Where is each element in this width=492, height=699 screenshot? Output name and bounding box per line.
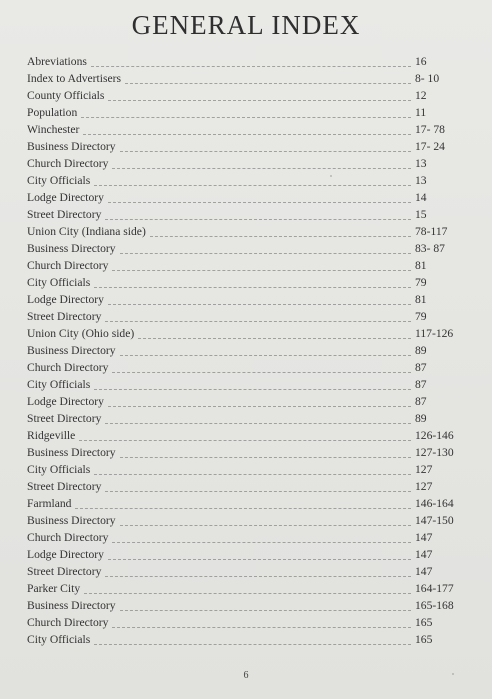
entry-pages: 87 xyxy=(415,361,427,374)
entry-pages: 8- 10 xyxy=(415,72,440,85)
entry-pages: 15 xyxy=(415,208,427,221)
index-entry xyxy=(27,121,467,138)
dot-leader xyxy=(108,304,411,305)
entry-pages: 17- 78 xyxy=(415,123,445,136)
entry-label: City Officials xyxy=(27,174,91,187)
index-entry xyxy=(27,206,467,223)
entry-pages: 78-117 xyxy=(415,225,448,238)
index-entry xyxy=(27,70,467,87)
page-number: 6 xyxy=(243,670,249,681)
index-entry xyxy=(27,393,467,410)
index-entry xyxy=(27,427,467,444)
entry-pages: 147 xyxy=(415,531,433,544)
dot-leader xyxy=(94,389,411,390)
entry-pages: 127 xyxy=(415,480,433,493)
index-entry xyxy=(27,461,467,478)
dot-leader xyxy=(105,423,411,424)
entry-label: Union City (Indiana side) xyxy=(27,225,146,238)
dot-leader xyxy=(120,355,411,356)
index-entry xyxy=(27,189,467,206)
index-entry xyxy=(27,444,467,461)
dot-leader xyxy=(105,321,411,322)
index-entry xyxy=(27,614,467,631)
entry-label: Business Directory xyxy=(27,514,116,527)
index-entry xyxy=(27,172,467,189)
entry-pages: 147 xyxy=(415,548,433,561)
index-entry xyxy=(27,359,467,376)
entry-label: Lodge Directory xyxy=(27,548,104,561)
entry-label: Ridgeville xyxy=(27,429,76,442)
entry-label: Street Directory xyxy=(27,310,102,323)
entry-label: Business Directory xyxy=(27,140,116,153)
entry-label: Index to Advertisers xyxy=(27,72,122,85)
dot-leader xyxy=(105,576,411,577)
entry-label: City Officials xyxy=(27,276,91,289)
entry-label: Lodge Directory xyxy=(27,191,104,204)
entry-label: Church Directory xyxy=(27,616,109,629)
index-entry xyxy=(27,291,467,308)
entry-pages: 13 xyxy=(415,174,427,187)
index-entry xyxy=(27,529,467,546)
dot-leader xyxy=(112,372,411,373)
index-entry xyxy=(27,325,467,342)
entry-label: Street Directory xyxy=(27,208,102,221)
entry-pages: 17- 24 xyxy=(415,140,445,153)
dot-leader xyxy=(108,559,411,560)
entry-pages: 165 xyxy=(415,633,433,646)
entry-label: Parker City xyxy=(27,582,81,595)
entry-pages: 146-164 xyxy=(415,497,454,510)
dot-leader xyxy=(83,134,411,135)
dot-leader xyxy=(94,287,411,288)
index-entry xyxy=(27,138,467,155)
entry-pages: 89 xyxy=(415,412,427,425)
dot-leader xyxy=(120,525,411,526)
dot-leader xyxy=(150,236,411,237)
entry-label: County Officials xyxy=(27,89,105,102)
entry-pages: 165 xyxy=(415,616,433,629)
index-entry xyxy=(27,104,467,121)
index-entry xyxy=(27,274,467,291)
dot-leader xyxy=(125,83,411,84)
index-entry xyxy=(27,495,467,512)
entry-pages: 147 xyxy=(415,565,433,578)
dot-leader xyxy=(105,219,411,220)
index-entry xyxy=(27,410,467,427)
entry-label: Street Directory xyxy=(27,565,102,578)
entry-label: Church Directory xyxy=(27,361,109,374)
entry-pages: 87 xyxy=(415,395,427,408)
index-entry xyxy=(27,223,467,240)
entry-label: Business Directory xyxy=(27,599,116,612)
entry-pages: 127 xyxy=(415,463,433,476)
entry-pages: 16 xyxy=(415,55,427,68)
index-list xyxy=(27,53,467,648)
dot-leader xyxy=(112,627,411,628)
index-entry xyxy=(27,512,467,529)
dot-leader xyxy=(91,66,411,67)
entry-label: Street Directory xyxy=(27,480,102,493)
index-entry xyxy=(27,155,467,172)
dot-leader xyxy=(120,151,411,152)
entry-label: Business Directory xyxy=(27,446,116,459)
index-entry xyxy=(27,580,467,597)
dot-leader xyxy=(120,457,411,458)
dot-leader xyxy=(108,100,411,101)
dot-leader xyxy=(120,610,411,611)
entry-pages: 147-150 xyxy=(415,514,454,527)
entry-pages: 79 xyxy=(415,310,427,323)
dot-leader xyxy=(81,117,411,118)
entry-pages: 81 xyxy=(415,293,427,306)
entry-pages: 11 xyxy=(415,106,427,119)
dot-leader xyxy=(79,440,411,441)
dot-leader xyxy=(105,491,411,492)
dot-leader xyxy=(94,185,411,186)
dot-leader xyxy=(75,508,411,509)
index-entry xyxy=(27,597,467,614)
index-entry xyxy=(27,53,467,70)
entry-label: Church Directory xyxy=(27,157,109,170)
dot-leader xyxy=(112,168,411,169)
index-entry xyxy=(27,631,467,648)
entry-label: City Officials xyxy=(27,378,91,391)
index-entry xyxy=(27,308,467,325)
dot-leader xyxy=(120,253,411,254)
page-title: GENERAL INDEX xyxy=(131,10,361,40)
entry-label: Church Directory xyxy=(27,531,109,544)
entry-pages: 12 xyxy=(415,89,427,102)
entry-label: Business Directory xyxy=(27,344,116,357)
entry-label: Winchester xyxy=(27,123,80,136)
entry-label: Lodge Directory xyxy=(27,395,104,408)
entry-pages: 164-177 xyxy=(415,582,454,595)
entry-label: Business Directory xyxy=(27,242,116,255)
dot-leader xyxy=(84,593,411,594)
entry-pages: 79 xyxy=(415,276,427,289)
entry-pages: 83- 87 xyxy=(415,242,445,255)
entry-pages: 13 xyxy=(415,157,427,170)
index-entry xyxy=(27,478,467,495)
index-entry xyxy=(27,546,467,563)
dot-leader xyxy=(94,644,411,645)
dot-leader xyxy=(112,542,411,543)
paper-speck xyxy=(330,175,332,177)
index-entry xyxy=(27,376,467,393)
entry-pages: 165-168 xyxy=(415,599,454,612)
dot-leader xyxy=(108,202,411,203)
entry-label: Street Directory xyxy=(27,412,102,425)
index-entry xyxy=(27,563,467,580)
entry-label: City Officials xyxy=(27,633,91,646)
entry-pages: 14 xyxy=(415,191,427,204)
entry-label: Farmland xyxy=(27,497,72,510)
entry-label: Lodge Directory xyxy=(27,293,104,306)
entry-label: Union City (Ohio side) xyxy=(27,327,135,340)
entry-pages: 126-146 xyxy=(415,429,454,442)
dot-leader xyxy=(138,338,411,339)
entry-pages: 117-126 xyxy=(415,327,454,340)
entry-label: Population xyxy=(27,106,78,119)
entry-label: Church Directory xyxy=(27,259,109,272)
index-entry xyxy=(27,342,467,359)
entry-pages: 81 xyxy=(415,259,427,272)
dot-leader xyxy=(108,406,411,407)
entry-pages: 87 xyxy=(415,378,427,391)
index-entry xyxy=(27,87,467,104)
entry-pages: 127-130 xyxy=(415,446,454,459)
entry-label: City Officials xyxy=(27,463,91,476)
index-entry xyxy=(27,257,467,274)
entry-pages: 89 xyxy=(415,344,427,357)
index-entry xyxy=(27,240,467,257)
paper-speck xyxy=(452,673,454,675)
entry-label: Abreviations xyxy=(27,55,87,68)
dot-leader xyxy=(112,270,411,271)
dot-leader xyxy=(94,474,411,475)
